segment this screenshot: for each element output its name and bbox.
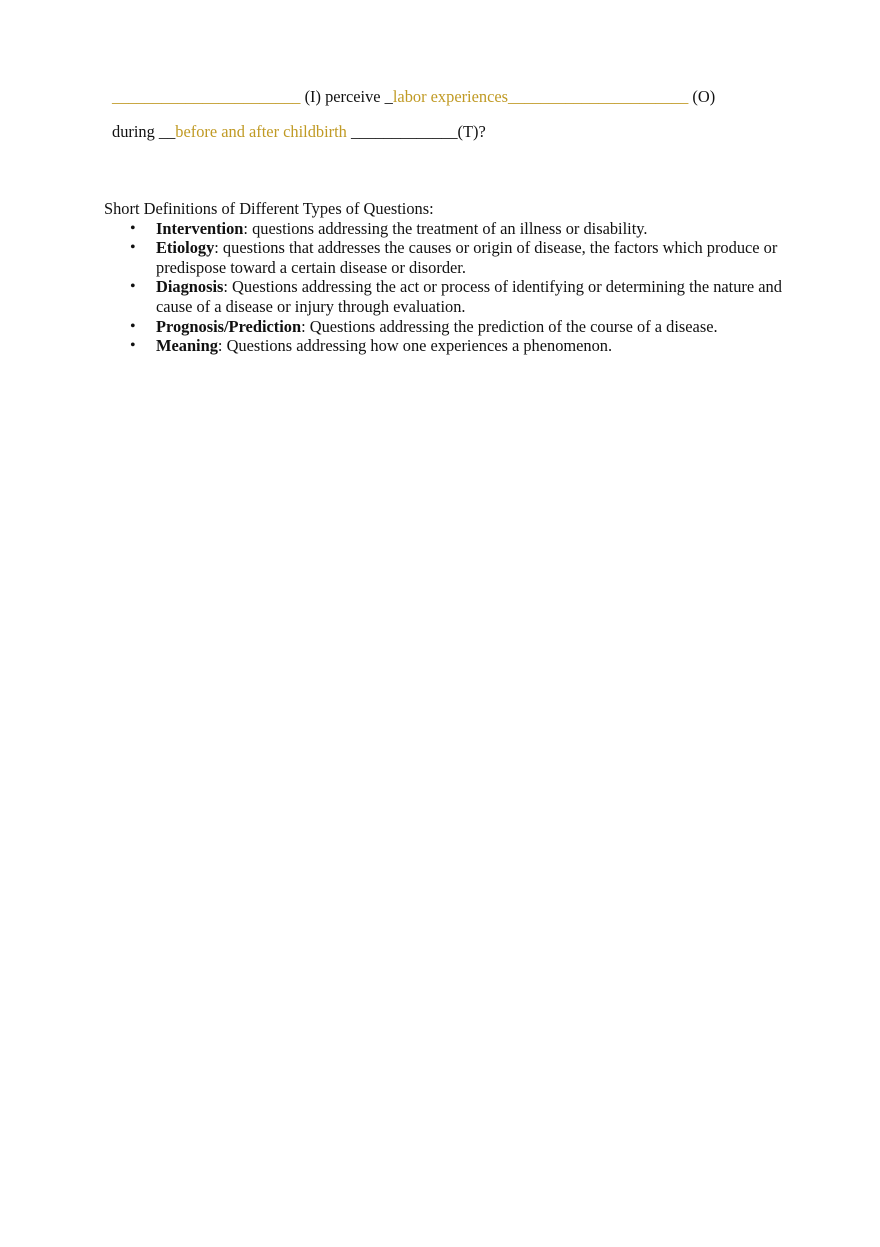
intervention-tag: (I) perceive	[300, 87, 385, 106]
pico-line-time	[112, 122, 486, 142]
time-prefix: __	[158, 122, 176, 141]
definition-term: Diagnosis	[156, 277, 224, 297]
bullet-icon: •	[130, 219, 136, 237]
outcome-tag: (O)	[688, 87, 716, 106]
definition-text: : questions addressing the treatment of an illness or disability.	[243, 218, 648, 238]
definitions-section	[104, 199, 794, 356]
outcome-blank: ______________________	[508, 87, 689, 106]
outcome-prefix: _	[384, 87, 393, 106]
time-value: before and after childbirth	[175, 122, 347, 141]
definition-term: Etiology	[156, 238, 215, 258]
definition-text: : Questions addressing the prediction of the course of a disease.	[301, 316, 718, 336]
definition-term: Meaning	[156, 336, 218, 356]
bullet-icon: •	[130, 337, 136, 355]
population-blank: _______________________	[112, 87, 301, 106]
definitions-list	[104, 219, 794, 356]
definition-text: : Questions addressing the act or process of identifying or determining the nature and cause of a disease or injury through evaluation.	[156, 277, 782, 316]
definition-term: Intervention	[156, 218, 244, 238]
definition-text: : questions that addresses the causes or origin of disease, the factors which produce or predispose toward a certain disease or disorder.	[156, 238, 778, 277]
definition-item	[104, 277, 794, 316]
bullet-icon: •	[130, 239, 136, 257]
definition-item	[104, 219, 794, 239]
definition-item	[104, 317, 794, 337]
bullet-icon: •	[130, 317, 136, 335]
definitions-title: Short Definitions of Different Types of Questions:	[104, 199, 434, 218]
time-blank: _____________	[350, 122, 458, 141]
definition-text: : Questions addressing how one experiences a phenomenon.	[217, 336, 613, 356]
definition-item	[104, 336, 794, 356]
outcome-value: labor experiences	[392, 87, 509, 106]
pico-line-population-outcome	[112, 87, 715, 107]
bullet-icon: •	[130, 278, 136, 296]
definition-term: Prognosis/Prediction	[156, 316, 302, 336]
during-label: during	[112, 122, 159, 141]
time-tag: (T)?	[457, 122, 486, 141]
definition-item	[104, 238, 794, 277]
